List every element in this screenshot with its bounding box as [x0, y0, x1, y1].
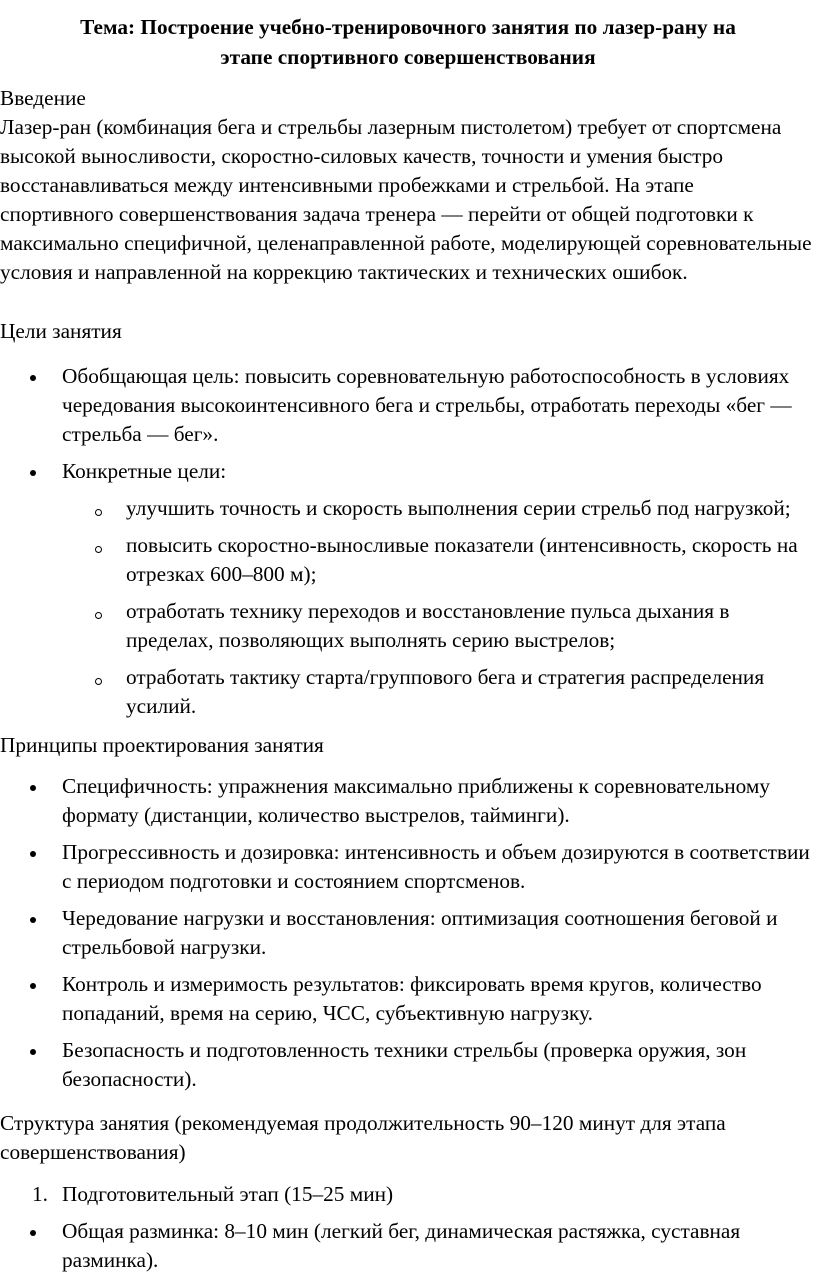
circle-bullet-icon — [95, 612, 102, 619]
principle-4: Контроль и измеримость результатов: фиксировать время кругов, количество попаданий, время на серию, ЧСС, субъективную нагрузку. — [62, 972, 762, 1025]
list-item — [0, 970, 810, 1028]
stage-1: Подготовительный этап (15–25 мин) — [62, 1182, 394, 1206]
intro-text: Лазер-ран (комбинация бега и стрельбы лазерным пистолетом) требует от спортсмена высокой выносливости, скоростно-силовых качеств, точности и умения быстро восстанавливаться между интенсивными пробежками и стрельбой. На этапе спортивного совершенствования задача тренера — перейти от общей подготовки к максимально специфичной, целенаправленной работе, моделирующей соревновательные условия и направленной на коррекцию тактических и технических ошибок. — [0, 115, 812, 284]
intro-section — [0, 84, 812, 287]
sub-list-item — [0, 597, 810, 655]
principle-1: Специфичность: упражнения максимально приближены к соревновательному формату (дистанции, количество выстрелов, тайминги). — [62, 774, 771, 827]
bullet-icon — [30, 917, 36, 923]
intro-heading: Введение — [0, 86, 86, 110]
principles-section — [0, 731, 812, 760]
sub-list-item — [0, 494, 810, 523]
list-item — [0, 1180, 810, 1209]
goals-section — [0, 317, 812, 346]
goal-general: Обобщающая цель: повысить соревновательную работоспособность в условиях чередования высокоинтенсивного бега и стрельбы, отработать переходы «бег — стрельба — бег». — [62, 364, 792, 446]
sub-list-item — [0, 531, 810, 589]
principle-5: Безопасность и подготовленность техники стрельбы (проверка оружия, зон безопасности). — [62, 1038, 747, 1091]
goal-specific-2: повысить скоростно-выносливые показатели (интенсивность, скорость на отрезках 600–800 м); — [126, 533, 798, 586]
structure-heading: Структура занятия (рекомендуемая продолжительность 90–120 минут для этапа совершенствования) — [0, 1111, 726, 1164]
list-item — [0, 457, 810, 486]
principle-2: Прогрессивность и дозировка: интенсивность и объем дозируются в соответствии с периодом подготовки и состоянием спортсменов. — [62, 840, 810, 893]
list-item — [0, 1217, 810, 1275]
list-item — [0, 838, 810, 896]
goal-specific-label: Конкретные цели: — [62, 459, 227, 483]
bullet-icon — [30, 785, 36, 791]
bullet-icon — [30, 470, 36, 476]
principle-3: Чередование нагрузки и восстановления: оптимизация соотношения беговой и стрельбовой нагрузки. — [62, 906, 778, 959]
list-item — [0, 362, 810, 449]
bullet-icon — [30, 983, 36, 989]
goal-specific-4: отработать тактику старта/группового бега и стратегия распределения усилий. — [126, 665, 765, 718]
circle-bullet-icon — [95, 678, 102, 685]
bullet-icon — [30, 1230, 36, 1236]
structure-list — [0, 1180, 810, 1275]
document-title — [0, 12, 816, 72]
goal-specific-1: улучшить точность и скорость выполнения серии стрельб под нагрузкой; — [126, 496, 791, 520]
goals-heading: Цели занятия — [0, 319, 122, 343]
bullet-icon — [30, 851, 36, 857]
goals-list — [0, 362, 810, 721]
goal-specific-3: отработать технику переходов и восстановление пульса дыхания в пределах, позволяющих выполнять серию выстрелов; — [126, 599, 730, 652]
bullet-icon — [30, 375, 36, 381]
stage-number: 1. — [32, 1182, 48, 1206]
principles-list — [0, 772, 810, 1094]
structure-section — [0, 1109, 790, 1167]
list-item — [0, 1036, 810, 1094]
circle-bullet-icon — [95, 509, 102, 516]
list-item — [0, 904, 810, 962]
title-line-2: этапе спортивного совершенствования — [220, 45, 596, 69]
title-line-1: Тема: Построение учебно-тренировочного занятия по лазер-рану на — [80, 15, 736, 39]
bullet-icon — [30, 1049, 36, 1055]
principles-heading: Принципы проектирования занятия — [0, 733, 324, 757]
warmup-item: Общая разминка: 8–10 мин (легкий бег, динамическая растяжка, суставная разминка). — [62, 1219, 741, 1272]
list-item — [0, 772, 810, 830]
circle-bullet-icon — [95, 546, 102, 553]
sub-list-item — [0, 663, 810, 721]
